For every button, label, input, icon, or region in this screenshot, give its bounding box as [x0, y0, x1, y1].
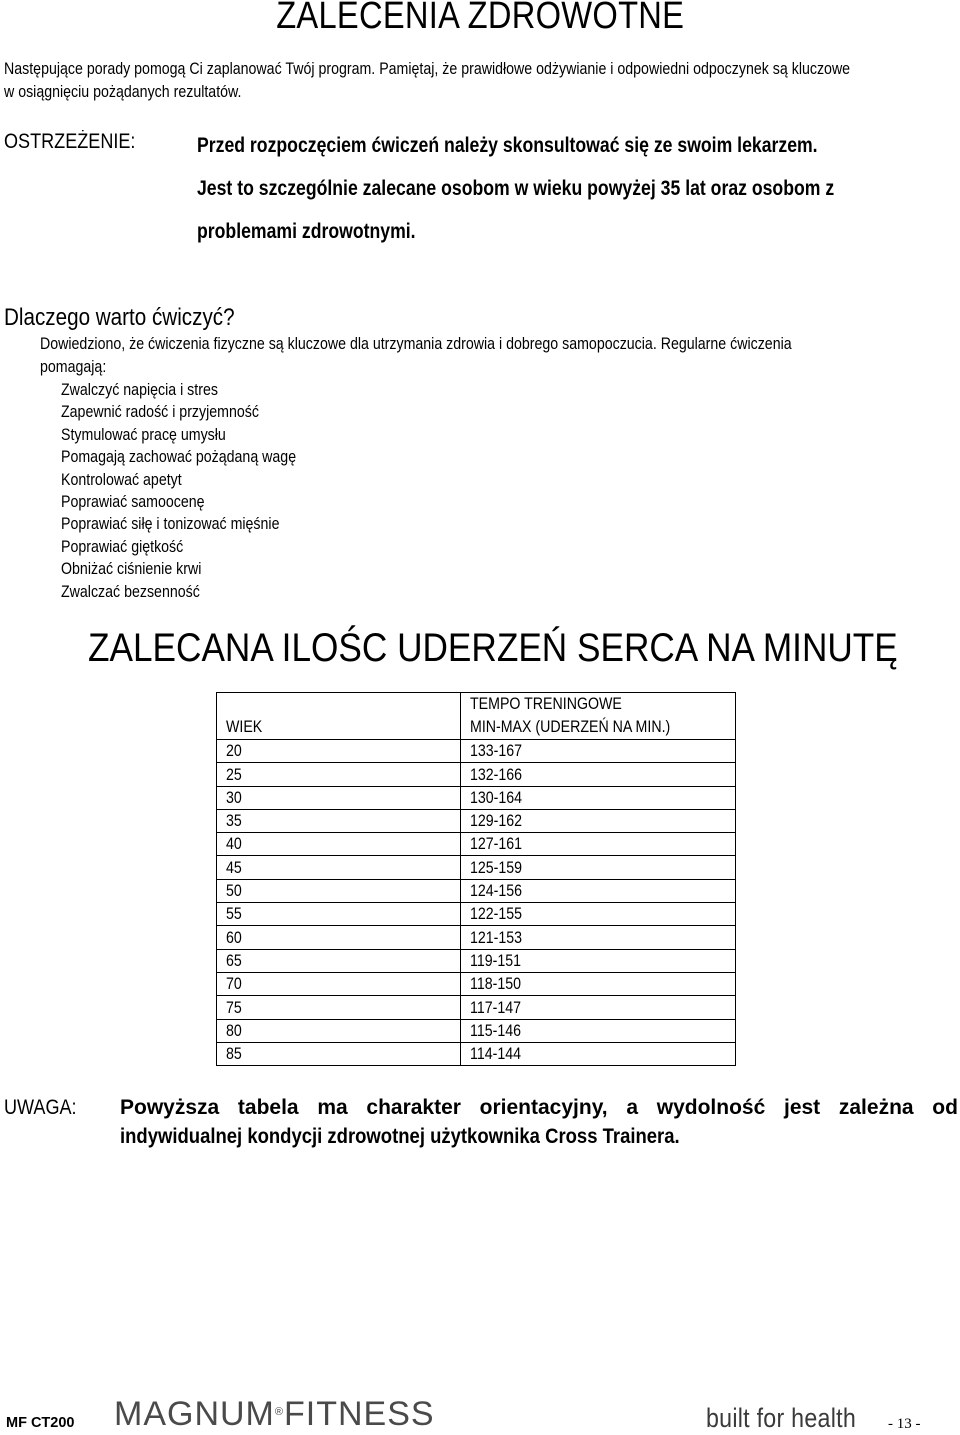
warning-label	[4, 127, 157, 157]
note-word: od	[932, 1096, 958, 1119]
intro-line-1: Następujące porady pomogą Ci zaplanować Twój program. Pamiętaj, że prawidłowe odżywianie i odpowiedni odpoczynek są kluczowe	[4, 60, 851, 78]
why-exercise-heading	[4, 302, 272, 334]
benefit-text: Poprawiać giętkość	[61, 537, 184, 556]
range-cell	[461, 856, 736, 879]
range-value: 125-159	[470, 858, 523, 877]
page-title-text: ZALECENIA ZDROWOTNE	[275, 0, 684, 37]
benefit-text: Obniżać ciśnienie krwi	[61, 560, 202, 579]
list-item	[61, 401, 334, 423]
brand-second: FITNESS	[284, 1395, 435, 1433]
table-row	[217, 786, 736, 809]
header-age	[217, 693, 461, 740]
range-cell	[461, 809, 736, 832]
warning-label-text: OSTRZEŻENIE:	[4, 130, 136, 153]
note-text	[120, 1093, 958, 1151]
benefit-text: Poprawiać siłę i tonizować mięśnie	[61, 515, 280, 534]
table-header-row	[217, 693, 736, 740]
header-age-text: WIEK	[226, 718, 263, 736]
table-row	[217, 1019, 736, 1042]
range-value: 133-167	[470, 742, 523, 761]
age-cell	[217, 903, 461, 926]
range-value: 115-146	[470, 1021, 522, 1040]
list-item	[61, 558, 334, 580]
heart-rate-heading-text: ZALECANA ILOŚC UDERZEŃ SERCA NA MINUTĘ	[88, 626, 898, 670]
list-item	[61, 469, 334, 491]
benefit-text: Zwalczać bezsenność	[61, 582, 200, 601]
note-word: Powyższa	[120, 1096, 220, 1119]
table-row	[217, 1042, 736, 1065]
list-item	[61, 424, 334, 446]
why-para-line-1: Dowiedziono, że ćwiczenia fizyczne są kluczowe dla utrzymania zdrowia i dobrego samopoczucia. Regularne ćwiczenia	[40, 335, 792, 353]
table-row	[217, 879, 736, 902]
why-exercise-heading-text: Dlaczego warto ćwiczyć?	[4, 304, 235, 331]
range-cell	[461, 903, 736, 926]
benefit-text: Zwalczyć napięcia i stres	[61, 381, 218, 399]
table-row	[217, 809, 736, 832]
warning-line-3: problemami zdrowotnymi.	[197, 220, 416, 243]
age-cell	[217, 879, 461, 902]
age-cell	[217, 856, 461, 879]
range-value: 129-162	[470, 812, 523, 831]
range-value: 121-153	[470, 928, 523, 947]
table-row	[217, 972, 736, 995]
model-number: MF CT200	[6, 1415, 75, 1431]
age-cell	[217, 763, 461, 786]
table-row	[217, 903, 736, 926]
list-item	[61, 446, 334, 468]
age-value: 50	[226, 882, 242, 901]
range-cell	[461, 833, 736, 856]
range-cell	[461, 1042, 736, 1065]
range-cell	[461, 1019, 736, 1042]
age-cell	[217, 1019, 461, 1042]
table-row	[217, 926, 736, 949]
age-value: 75	[226, 998, 242, 1017]
brand-main: MAGNUM	[114, 1395, 275, 1433]
table-row	[217, 763, 736, 786]
note-word: jest	[783, 1096, 821, 1119]
brand-tagline-text: built for health	[706, 1403, 857, 1433]
age-cell	[217, 1042, 461, 1065]
benefit-text: Kontrolować apetyt	[61, 470, 182, 489]
heart-rate-heading	[88, 622, 960, 674]
range-value: 132-166	[470, 765, 523, 784]
table-row	[217, 740, 736, 763]
age-cell	[217, 786, 461, 809]
age-cell	[217, 926, 461, 949]
note-label-text: UWAGA:	[4, 1096, 77, 1119]
range-value: 130-164	[470, 788, 523, 807]
range-cell	[461, 996, 736, 1019]
table-row	[217, 949, 736, 972]
list-item	[61, 581, 334, 603]
why-exercise-paragraph	[40, 333, 958, 379]
range-cell	[461, 786, 736, 809]
range-cell	[461, 763, 736, 786]
brand-tagline	[706, 1401, 880, 1435]
age-cell	[217, 949, 461, 972]
age-cell	[217, 996, 461, 1019]
age-value: 45	[226, 858, 242, 877]
note-label	[4, 1093, 88, 1123]
range-value: 117-147	[470, 998, 522, 1017]
age-cell	[217, 972, 461, 995]
age-value: 20	[226, 742, 242, 761]
range-cell	[461, 740, 736, 763]
age-value: 55	[226, 905, 242, 924]
age-value: 25	[226, 765, 242, 784]
page-number: - 13 -	[888, 1416, 921, 1432]
age-value: 80	[226, 1021, 242, 1040]
table-row	[217, 856, 736, 879]
age-value: 85	[226, 1045, 242, 1064]
age-cell	[217, 809, 461, 832]
intro-paragraph	[4, 58, 958, 104]
range-cell	[461, 879, 736, 902]
warning-line-1: Przed rozpoczęciem ćwiczeń należy skonsultować się ze swoim lekarzem.	[197, 134, 818, 157]
note-word: orientacyjny,	[479, 1096, 608, 1119]
brand-logo	[114, 1395, 435, 1433]
note-word: charakter	[366, 1096, 461, 1119]
warning-line-2: Jest to szczególnie zalecane osobom w wieku powyżej 35 lat oraz osobom z	[197, 177, 835, 200]
note-word: ma	[317, 1096, 348, 1119]
intro-line-2: w osiągnięciu pożądanych rezultatów.	[4, 83, 242, 101]
table-row	[217, 833, 736, 856]
age-value: 35	[226, 812, 242, 831]
header-rate-line-2: MIN-MAX (UDERZEŃ NA MIN.)	[470, 718, 671, 736]
note-word: zależna	[838, 1096, 914, 1119]
age-value: 60	[226, 928, 242, 947]
range-cell	[461, 926, 736, 949]
warning-text	[197, 124, 959, 253]
range-cell	[461, 949, 736, 972]
benefit-text: Poprawiać samoocenę	[61, 493, 205, 512]
range-value: 119-151	[470, 951, 522, 970]
range-cell	[461, 972, 736, 995]
age-value: 30	[226, 788, 242, 807]
range-value: 118-150	[470, 975, 522, 994]
benefits-list	[61, 379, 334, 603]
note-word: a	[626, 1096, 639, 1119]
range-value: 122-155	[470, 905, 523, 924]
note-line-2-text: indywidualnej kondycji zdrowotnej użytkownika Cross Trainera.	[120, 1125, 680, 1148]
range-value: 124-156	[470, 882, 523, 901]
note-word: wydolność	[656, 1096, 766, 1119]
range-value: 114-144	[470, 1045, 522, 1064]
benefit-text: Zapewnić radość i przyjemność	[61, 403, 259, 422]
header-rate-line-1: TEMPO TRENINGOWE	[470, 695, 622, 713]
note-word: tabela	[237, 1096, 299, 1119]
range-value: 127-161	[470, 835, 523, 854]
header-training-rate	[461, 693, 736, 740]
age-cell	[217, 740, 461, 763]
benefit-text: Stymulować pracę umysłu	[61, 425, 226, 444]
age-value: 70	[226, 975, 242, 994]
table-row	[217, 996, 736, 1019]
why-para-line-2: pomagają:	[40, 358, 107, 376]
list-item	[61, 379, 334, 401]
note-line-2	[120, 1122, 958, 1151]
page-title	[0, 0, 960, 38]
list-item	[61, 513, 334, 535]
age-cell	[217, 833, 461, 856]
age-value: 40	[226, 835, 242, 854]
heart-rate-table	[216, 692, 736, 1066]
registered-mark: ®	[274, 1406, 284, 1418]
note-line-1	[120, 1093, 958, 1122]
list-item	[61, 536, 334, 558]
age-value: 65	[226, 951, 242, 970]
benefit-text: Pomagają zachować pożądaną wagę	[61, 448, 297, 467]
list-item	[61, 491, 334, 513]
